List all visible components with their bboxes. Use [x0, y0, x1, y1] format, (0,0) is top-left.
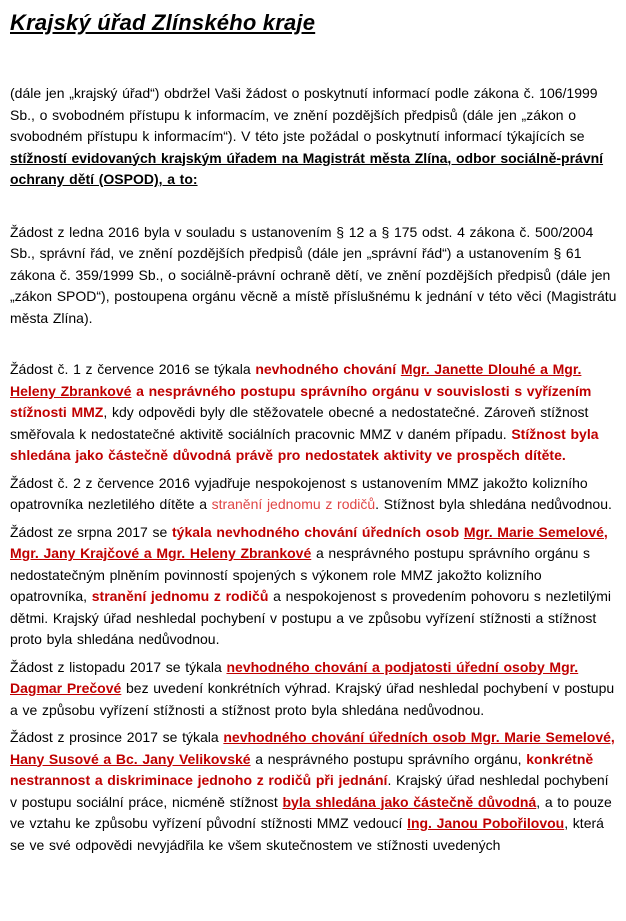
text-run: Ing. Janou Pobořilovou [407, 815, 565, 831]
text-run: stranění jednomu z rodičů [211, 496, 376, 512]
text-run: , která se ve své odpovědi nevyjádřila ke všem skutečnostem ve stížnosti uvedených [10, 815, 604, 853]
paragraph [10, 359, 618, 467]
paragraph [10, 657, 618, 722]
text-run: (dále jen „krajský úřad“) obdržel Vaši žádost o poskytnutí informací podle zákona č. 106/1999 Sb., o svobodném přístupu k informacím, ve znění pozdějších předpisů (dále jen „zákon o svobodném přístupu k informacím“). V této jste požádal o poskytnutí informací týkajících se [10, 85, 598, 144]
text-run: nevhodného chování úředních osob Mgr. Marie Semelové, Hany Susové a Bc. Jany Velikovské [10, 729, 615, 767]
text-run: Žádost z ledna 2016 byla v souladu s ustanovením § 12 a § 175 odst. 4 zákona č. 500/2004 Sb., správní řád, ve znění pozdějších předpisů (dále jen „správní řád“) a ustanovením § 61 zákona č. 359/1999 Sb., o sociálně-právní ochraně dětí, ve znění pozdějších předpisů (dále jen „zákon SPOD“), postoupena orgánu věcně a místě příslušnému k jednání v této věci (Magistrátu města Zlína). [10, 223, 617, 326]
text-run: Mgr. Janette Dlouhé a Mgr. Heleny Zbrankové [10, 361, 582, 399]
text-run: Mgr. Marie Semelové, Mgr. Jany Krajčové a Mgr. Heleny Zbrankové [10, 523, 608, 561]
text-run: . Krajský úřad neshledal pochybení v postupu sociální práce, nicméně stížnost [10, 772, 609, 810]
paragraph [10, 222, 618, 330]
text-run: bez uvedení konkrétních výhrad. Krajský úřad neshledal pochybení v postupu a ve způsobu vyřízení stížnosti a stížnost proto byla shledána nedůvodnou. [10, 680, 615, 718]
text-run: nevhodného chování a podjatosti úřední osoby Mgr. Dagmar Prečové [10, 658, 579, 696]
paragraph [10, 727, 618, 856]
text-run: . Stížnost byla shledána nedůvodnou. [375, 496, 612, 512]
text-run: a nesprávného postupu správního orgánu, [250, 750, 527, 767]
document-title: Krajský úřad Zlínského kraje [10, 10, 316, 35]
text-run: Žádost z listopadu 2017 se týkala [10, 658, 227, 675]
text-run: stížností evidovaných krajským úřadem na Magistrát města Zlína, odbor sociálně-právní ochrany dětí (OSPOD), a to: [10, 149, 604, 187]
document-paragraphs [10, 83, 618, 856]
text-run: Žádost ze srpna 2017 se [10, 523, 172, 540]
text-run: a nesprávného postupu správního orgánu s nedostatečným plněním povinností spojených s výkonem role MMZ jakožto kolizního opatrovníka, [10, 545, 591, 604]
text-run: , a to pouze ve vztahu ke způsobu vyřízení původní stížnosti MMZ vedoucí [10, 793, 612, 831]
text-run: Žádost č. 1 z července 2016 se týkala [10, 361, 256, 377]
text-run: Žádost č. 2 z července 2016 vyjadřuje nespokojenost s ustanovením MMZ jakožto kolizního opatrovníka nezletilého dítěte a [10, 474, 588, 512]
text-run: a nesprávného postupu správního orgánu v souvislosti s vyřízením stížnosti MMZ [10, 382, 592, 420]
text-run: stranění jednomu z rodičů [91, 588, 269, 604]
paragraph [10, 83, 618, 191]
text-run: byla shledána jako částečně důvodná [282, 793, 537, 810]
paragraph [10, 473, 618, 516]
text-run: Stížnost byla shledána jako částečně důvodná právě pro nedostatek aktivity ve prospěch dítěte. [10, 425, 599, 463]
paragraph [10, 522, 618, 651]
text-run: nevhodného chování [255, 361, 401, 377]
text-run: konkrétně nestrannost a diskriminace jednoho z rodičů při jednání [10, 750, 594, 788]
text-run: Žádost z prosince 2017 se týkala [10, 729, 224, 745]
text-run: , kdy odpovědi byly dle stěžovatele obecné a nedostatečné. Zároveň stížnost směřovala k nedostatečné aktivitě sociálních pracovnic MMZ v daném případu. [10, 404, 589, 442]
text-run: týkala nevhodného chování úředních osob [172, 523, 464, 540]
text-run: a nespokojenost s provedením pohovoru s nezletilými dětmi. Krajský úřad neshledal pochybení v postupu a ve způsobu vyřízení stížnosti a stížnost proto byla shledána nedůvodnou. [10, 588, 611, 647]
